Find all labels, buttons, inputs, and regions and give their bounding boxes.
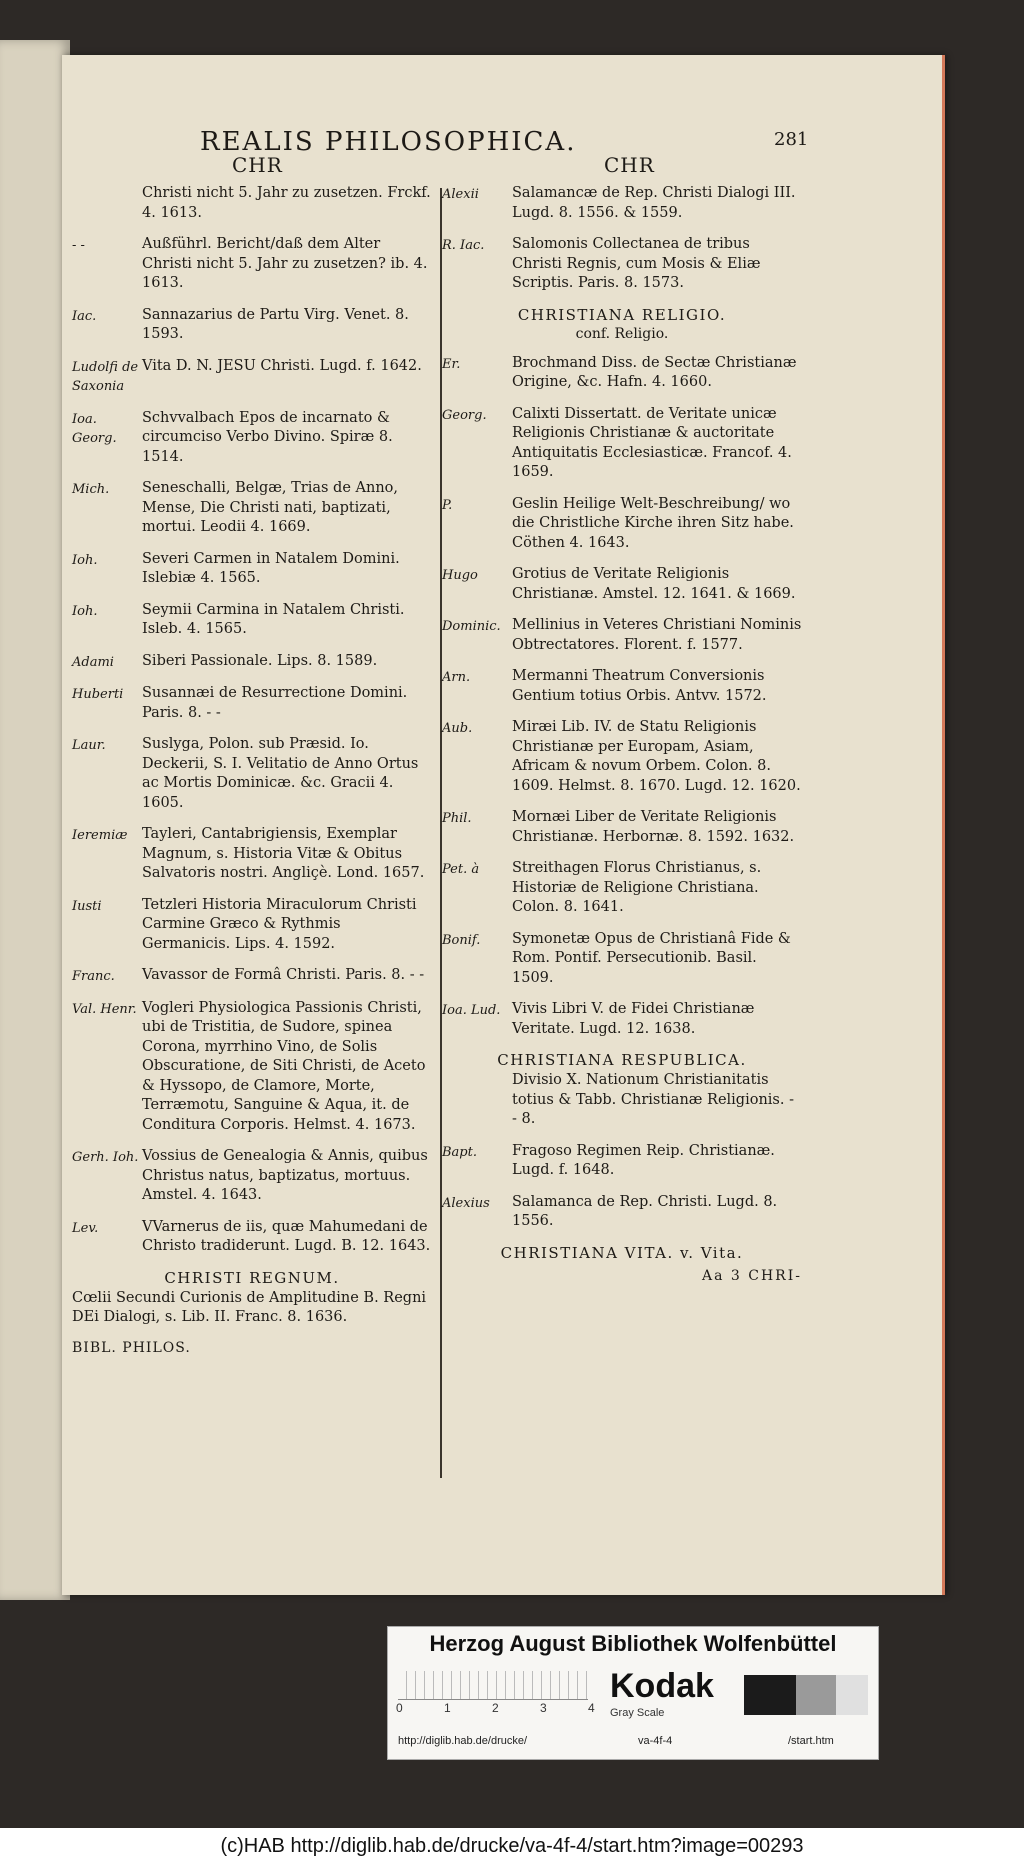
entry-author: Alexii xyxy=(442,187,479,202)
ruler-number: 0 xyxy=(396,1701,403,1715)
entry-text: Mellinius in Veteres Christiani Nominis Obtrectatores. Florent. f. 1577. xyxy=(512,617,802,653)
section-heading: CHRISTI REGNUM. xyxy=(164,1268,340,1287)
entry-text: Vita D. N. JESU Christi. Lugd. f. 1642. xyxy=(142,357,422,374)
left-column xyxy=(72,184,432,1356)
card-shelfmark: va-4f-4 xyxy=(638,1735,673,1747)
gray-swatch-black xyxy=(744,1675,796,1715)
bibliography-entry xyxy=(72,1147,432,1206)
bibliography-entry xyxy=(442,667,802,706)
entry-text: Fragoso Regimen Reip. Christianæ. Lugd. f. 1648. xyxy=(512,1142,775,1178)
entry-text: Tayleri, Cantabrigiensis, Exemplar Magnum, s. Historia Vitæ & Obitus Salvatoris nostri. Angliçè. Lond. 1657. xyxy=(142,826,425,881)
entry-author: Aub. xyxy=(442,721,473,736)
entry-author: Hugo xyxy=(442,568,478,583)
entry-text: Grotius de Veritate Religionis Christianæ. Amstel. 12. 1641. & 1669. xyxy=(512,566,796,602)
bibliography-entry xyxy=(442,718,802,796)
gray-scale-label: Gray Scale xyxy=(610,1707,665,1719)
entry-text: Cœlii Secundi Curionis de Amplitudine B. Regni DEi Dialogi, s. Lib. II. Franc. 8. 1636. xyxy=(72,1289,427,1325)
entry-text: Seneschalli, Belgæ, Trias de Anno, Mense, Die Christi nati, baptizati, mortui. Leodii 4. 1669. xyxy=(142,480,399,535)
entry-text: Sannazarius de Partu Virg. Venet. 8. 1593. xyxy=(142,306,409,342)
bibliography-entry xyxy=(442,565,802,604)
bibliography-entry xyxy=(442,495,802,554)
entry-text: Streithagen Florus Christianus, s. Historiæ de Religione Christiana. Colon. 8. 1641. xyxy=(512,860,762,915)
entry-author: R. Iac. xyxy=(442,238,485,253)
right-column-head: CHR xyxy=(604,153,655,177)
section-heading: CHRISTIANA VITA. v. Vita. xyxy=(500,1243,744,1262)
entry-author: Ludolfi de Saxonia xyxy=(72,359,139,394)
gray-swatch-mid xyxy=(796,1675,836,1715)
ruler-number: 4 xyxy=(588,1701,595,1715)
entry-text: Christi nicht 5. Jahr zu zusetzen. Frckf. 4. 1613. xyxy=(142,185,431,221)
entry-author xyxy=(442,1071,512,1130)
bibliography-entry xyxy=(442,859,802,918)
bibliography-entry xyxy=(72,357,432,397)
left-entry-list xyxy=(72,184,432,1257)
ruler-number: 3 xyxy=(540,1701,547,1715)
entry-text: Außführl. Bericht/daß dem Alter Christi nicht 5. Jahr zu zusetzen? ib. 4. 1613. xyxy=(142,236,428,291)
bibliography-entry xyxy=(72,479,432,538)
right-column xyxy=(442,184,802,1284)
entry-text: VVarnerus de iis, quæ Mahumedani de Christo tradiderunt. Lugd. B. 12. 1643. xyxy=(142,1218,431,1254)
bibliography-entry xyxy=(442,1142,802,1181)
bibliography-entry xyxy=(442,616,802,655)
entry-text: Schvvalbach Epos de incarnato & circumciso Verbo Divino. Spiræ 8. 1514. xyxy=(142,409,393,465)
bibliography-entry xyxy=(72,825,432,884)
entry-author: Ioa. Lud. xyxy=(442,1003,501,1018)
entry-author: Bapt. xyxy=(442,1144,477,1160)
entry-text: Divisio X. Nationum Christianitatis totius & Tabb. Christianæ Religionis. - - 8. xyxy=(512,1072,794,1127)
card-url: http://diglib.hab.de/drucke/ xyxy=(398,1735,528,1747)
entry-author: Franc. xyxy=(72,969,115,984)
entry-author: Bonif. xyxy=(442,932,481,948)
bibliography-entry xyxy=(72,684,432,723)
entry-author: Iac. xyxy=(72,308,97,324)
bibliography-entry xyxy=(72,735,432,813)
section-subheading: conf. Religio. xyxy=(575,325,669,342)
bibliography-entry xyxy=(72,184,432,223)
entry-text: Mornæi Liber de Veritate Religionis Christianæ. Herbornæ. 8. 1592. 1632. xyxy=(512,809,795,845)
bibliography-entry xyxy=(72,306,432,345)
entry-author: Ioh. xyxy=(72,603,98,619)
bibliography-entry xyxy=(442,1193,802,1232)
section-heading: CHRISTIANA RELIGIO. xyxy=(517,305,727,324)
entry-text: Brochmand Diss. de Sectæ Christianæ Origine, &c. Hafn. 4. 1660. xyxy=(512,354,797,390)
ruler-number: 1 xyxy=(444,1701,451,1715)
entry-text: Miræi Lib. IV. de Statu Religionis Christianæ per Europam, Asiam, Africam & novum Orbem. Colon. 8. 1609. Helmst. 8. 1670. Lugd. 12. 1620. xyxy=(512,719,801,794)
entry-text: Severi Carmen in Natalem Domini. Islebiæ 4. 1565. xyxy=(142,550,400,586)
entry-text: Vogleri Physiologica Passionis Christi, ubi de Tristitia, de Sudore, spinea Corona, myrrhino Vino, de Solis Obscuratione, de Siti Christi, de Aceto & Hyssopo, de Clamore, Morte, Terræmotu, Sanguine & Aqua, it. de Conditura Corporis. Helmst. 4. 1673. xyxy=(142,999,426,1133)
entry-author: Val. Henr. xyxy=(72,1001,137,1017)
ruler-numbers xyxy=(396,1701,636,1715)
bibliography-entry xyxy=(442,235,802,294)
card-url-suffix: /start.htm xyxy=(788,1735,834,1747)
entry-author: Gerh. Ioh. xyxy=(72,1150,139,1165)
entry-author xyxy=(72,184,142,223)
entry-text: Seymii Carmina in Natalem Christi. Isleb. 4. 1565. xyxy=(142,601,405,637)
section-heading: CHRISTIANA RESPUBLICA. xyxy=(497,1051,747,1069)
entry-author: - - xyxy=(72,238,85,253)
entry-text: Salamanca de Rep. Christi. Lugd. 8. 1556. xyxy=(512,1193,778,1229)
entry-text: Symonetæ Opus de Christianâ Fide & Rom. Pontif. Persecutionib. Basil. 1509. xyxy=(512,930,791,986)
entry-author: Dominic. xyxy=(442,619,501,634)
ruler-number: 2 xyxy=(492,1701,499,1715)
entry-author: Huberti xyxy=(72,687,124,702)
bibliography-entry xyxy=(72,999,432,1136)
bibliography-entry xyxy=(72,966,432,987)
entry-text: Siberi Passionale. Lips. 8. 1589. xyxy=(142,652,378,669)
entry-text: Salomonis Collectanea de tribus Christi Regnis, cum Mosis & Eliæ Scriptis. Paris. 8. 1573. xyxy=(512,236,761,291)
bibliography-entry xyxy=(442,808,802,847)
bibliography-entry xyxy=(442,405,802,483)
bibliography-entry xyxy=(72,601,432,640)
entry-author: P. xyxy=(442,497,453,513)
entry-text: Calixti Dissertatt. de Veritate unicæ Religionis Christianæ & auctoritate Antiquitatis Ecclesiasticæ. Francof. 4. 1659. xyxy=(512,405,792,480)
kodak-logo: Kodak xyxy=(610,1667,714,1705)
entry-author: Ieremiæ xyxy=(72,828,128,843)
entry-text: Vavassor de Formâ Christi. Paris. 8. - - xyxy=(142,967,425,983)
bibliography-entry xyxy=(442,354,802,393)
entry-text: Susannæi de Resurrectione Domini. Paris. 8. - - xyxy=(142,685,408,721)
left-column-head: CHR xyxy=(232,153,283,177)
page-footer: BIBL. PHILOS. xyxy=(72,1339,191,1356)
entry-author: Pet. à xyxy=(442,862,480,877)
entry-author: Ioh. xyxy=(72,552,98,568)
entry-text: Vossius de Genealogia & Annis, quibus Christus natus, baptizatus, mortuus. Amstel. 4. 1643. xyxy=(142,1148,428,1203)
bibliography-entry xyxy=(72,409,432,468)
gray-swatch-light xyxy=(836,1675,868,1715)
entry-author: Laur. xyxy=(72,738,106,753)
bibliography-entry xyxy=(72,652,432,673)
bibliography-entry xyxy=(442,1000,802,1039)
bibliography-entry xyxy=(72,1289,432,1328)
entry-author: Alexius xyxy=(442,1195,490,1211)
color-calibration-card xyxy=(387,1626,879,1760)
entry-text: Vivis Libri V. de Fidei Christianæ Veritate. Lugd. 12. 1638. xyxy=(512,1001,755,1037)
bibliography-entry xyxy=(72,896,432,955)
page-number: 281 xyxy=(774,129,809,150)
entry-author: Adami xyxy=(72,654,114,670)
signature-mark: Aa 3 CHRI- xyxy=(702,1267,802,1284)
entry-author: Georg. xyxy=(442,407,487,423)
entry-author: Ioa. Georg. xyxy=(72,411,117,446)
entry-author: Mich. xyxy=(72,482,110,497)
entry-author: Phil. xyxy=(442,811,472,826)
entry-author: Lev. xyxy=(72,1220,99,1236)
library-name: Herzog August Bibliothek Wolfenbüttel xyxy=(429,1631,837,1656)
credit-line[interactable]: (c)HAB http://diglib.hab.de/drucke/va-4f-4/start.htm?image=00293 xyxy=(0,1828,1024,1864)
running-title: REALIS PHILOSOPHICA. xyxy=(200,127,577,157)
bibliography-entry xyxy=(72,1218,432,1257)
entry-text: Geslin Heilige Welt-Beschreibung/ wo die Christliche Kirche ihren Sitz habe. Cöthen 4. 1643. xyxy=(512,495,794,551)
bibliography-entry xyxy=(72,550,432,589)
bibliography-entry xyxy=(442,184,802,223)
entry-text: Tetzleri Historia Miraculorum Christi Carmine Græco & Rythmis Germanicis. Lips. 4. 1592. xyxy=(142,896,417,952)
right-entry-list-c xyxy=(442,1071,802,1232)
entry-text: Suslyga, Polon. sub Præsid. Io. Deckerii, S. I. Velitatio de Anno Ortus ac Mortis Dominicæ. &c. Gracii 4. 1605. xyxy=(142,736,419,811)
entry-text: Mermanni Theatrum Conversionis Gentium totius Orbis. Antvv. 1572. xyxy=(512,668,767,704)
bibliography-entry xyxy=(442,930,802,989)
bibliography-entry xyxy=(442,1071,802,1130)
entry-text: Salamancæ de Rep. Christi Dialogi III. Lugd. 8. 1556. & 1559. xyxy=(512,185,796,221)
right-entry-list-a xyxy=(442,184,802,294)
ruler-scale xyxy=(398,1671,588,1700)
bibliography-entry xyxy=(72,235,432,294)
entry-author: Arn. xyxy=(442,670,471,685)
right-entry-list-b xyxy=(442,354,802,1040)
entry-author: Iusti xyxy=(72,898,102,914)
adjacent-page-edge xyxy=(0,40,70,1600)
entry-author: Er. xyxy=(442,356,461,372)
